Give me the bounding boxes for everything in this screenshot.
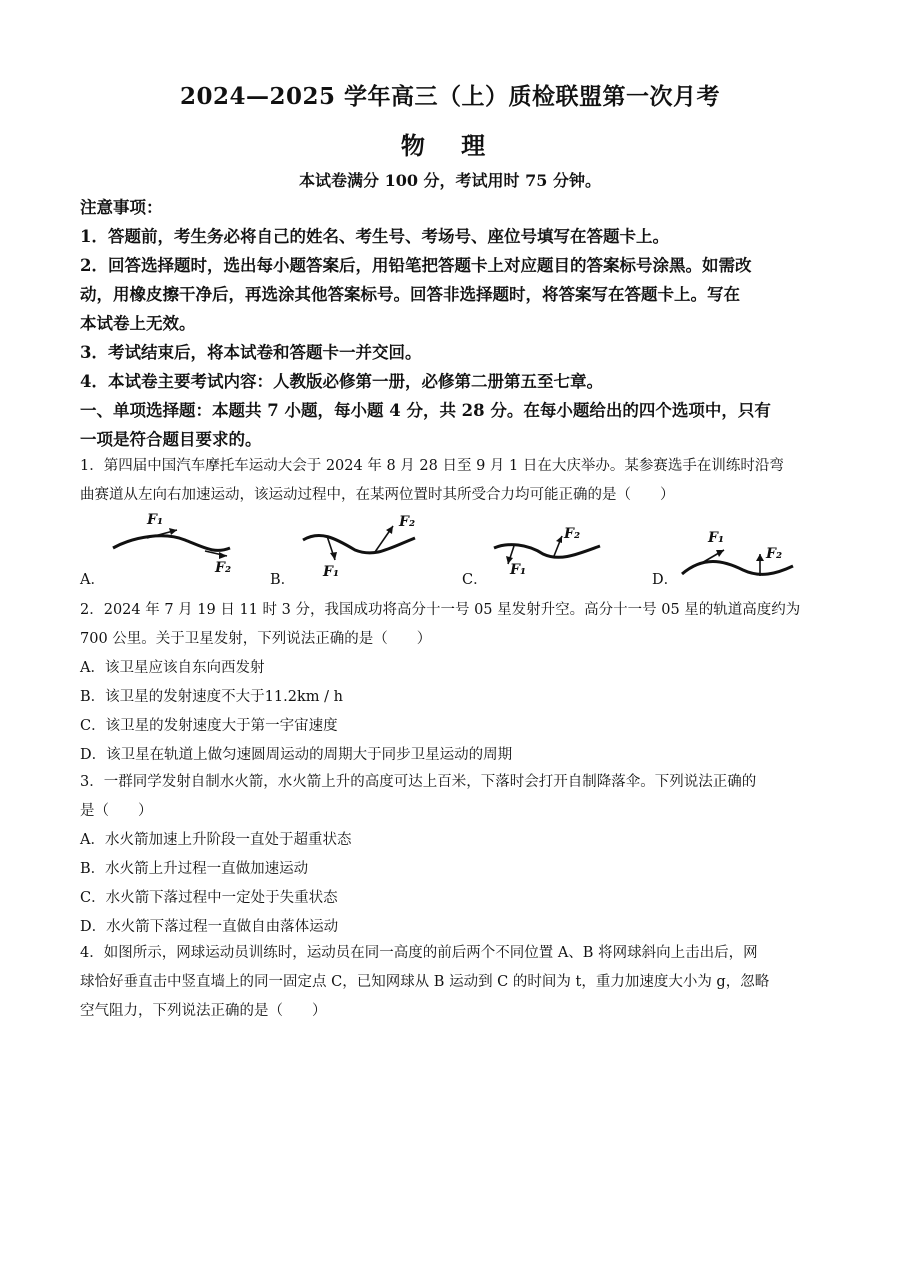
force-f1-label: F₁ xyxy=(147,512,164,528)
question-1-line-1: 1．第四届中国汽车摩托车运动大会于 2024 年 8 月 28 日至 9 月 1 日在大庆举办。某参赛选手在训练时沿弯 xyxy=(80,458,784,474)
note-1: 1．答题前，考生务必将自己的姓名、考生号、考场号、座位号填写在答题卡上。 xyxy=(80,227,669,246)
exam-subject: 物 理 xyxy=(400,131,500,160)
force-f2-label: F₂ xyxy=(766,546,783,562)
question-3-line-2: 是（ ） xyxy=(80,803,153,819)
question-3-line-1: 3．一群同学发射自制水火箭，水火箭上升的高度可达上百米，下落时会打开自制降落伞。下列说法正确的 xyxy=(80,774,757,790)
figure-d xyxy=(678,508,798,590)
force-f2-label: F₂ xyxy=(399,514,416,530)
exam-info: 本试卷满分 100 分，考试用时 75 分钟。 xyxy=(299,171,601,190)
force-f1-label: F₁ xyxy=(323,564,340,580)
force-f1-label: F₁ xyxy=(708,530,725,546)
question-2-line-1: 2．2024 年 7 月 19 日 11 时 3 分，我国成功将高分十一号 05 星发射升空。高分十一号 05 星的轨道高度约为 xyxy=(80,602,801,618)
option-c-label: C． xyxy=(462,572,488,588)
question-4-line-3: 空气阻力，下列说法正确的是（ ） xyxy=(80,1003,327,1019)
exam-title: 2024—2025 学年高三（上）质检联盟第一次月考 xyxy=(179,83,721,110)
option-b-label: B． xyxy=(270,572,296,588)
question-2-option-b: B．该卫星的发射速度不大于11.2km / h xyxy=(80,689,343,705)
force-f1-label: F₁ xyxy=(510,562,527,578)
notes-heading: 注意事项： xyxy=(80,198,163,217)
question-4-line-2: 球恰好垂直击中竖直墙上的同一固定点 C，已知网球从 B 运动到 C 的时间为 t，重力加速度大小为 g，忽略 xyxy=(80,974,770,990)
note-2-line-3: 本试卷上无效。 xyxy=(80,314,196,333)
note-4: 4．本试卷主要考试内容：人教版必修第一册，必修第二册第五至七章。 xyxy=(80,372,603,391)
question-3-option-c: C．水火箭下落过程中一定处于失重状态 xyxy=(80,890,338,906)
force-f2-label: F₂ xyxy=(215,560,232,576)
note-2-line-2: 动，用橡皮擦干净后，再选涂其他答案标号。回答非选择题时，将答案写在答题卡上。写在 xyxy=(80,285,740,304)
figure-b xyxy=(295,508,445,590)
question-3-option-a: A．水火箭加速上升阶段一直处于超重状态 xyxy=(80,832,352,848)
note-2-line-1: 2．回答选择题时，选出每小题答案后，用铅笔把答题卡上对应题目的答案标号涂黑。如需改 xyxy=(80,256,752,275)
question-3-option-b: B．水火箭上升过程一直做加速运动 xyxy=(80,861,309,877)
question-2-option-d: D．该卫星在轨道上做匀速圆周运动的周期大于同步卫星运动的周期 xyxy=(80,747,513,763)
question-1-stem xyxy=(80,452,825,510)
note-3: 3．考试结束后，将本试卷和答题卡一并交回。 xyxy=(80,343,422,362)
question-1-line-2: 曲赛道从左向右加速运动，该运动过程中，在某两位置时其所受合力均可能正确的是（ ） xyxy=(80,487,675,503)
question-3-option-d: D．水火箭下落过程一直做自由落体运动 xyxy=(80,919,339,935)
question-4 xyxy=(80,939,825,1026)
option-a-label: A． xyxy=(80,572,105,588)
question-2-line-2: 700 公里。关于卫星发射，下列说法正确的是（ ） xyxy=(80,631,432,647)
notes-section xyxy=(80,193,825,454)
figure-a xyxy=(105,508,245,590)
figure-c xyxy=(488,508,618,590)
section-1-line-2: 一项是符合题目要求的。 xyxy=(80,430,262,449)
question-4-line-1: 4．如图所示，网球运动员训练时，运动员在同一高度的前后两个不同位置 A、B 将网球斜向上击出后，网 xyxy=(80,945,758,961)
option-d-label: D． xyxy=(652,572,679,588)
question-3 xyxy=(80,768,825,942)
section-1-line-1: 一、单项选择题：本题共 7 小题，每小题 4 分，共 28 分。在每小题给出的四个选项中，只有 xyxy=(80,401,771,420)
question-2-option-c: C．该卫星的发射速度大于第一宇宙速度 xyxy=(80,718,338,734)
question-2 xyxy=(80,596,825,770)
force-f2-label: F₂ xyxy=(564,526,581,542)
question-2-option-a: A．该卫星应该自东向西发射 xyxy=(80,660,265,676)
